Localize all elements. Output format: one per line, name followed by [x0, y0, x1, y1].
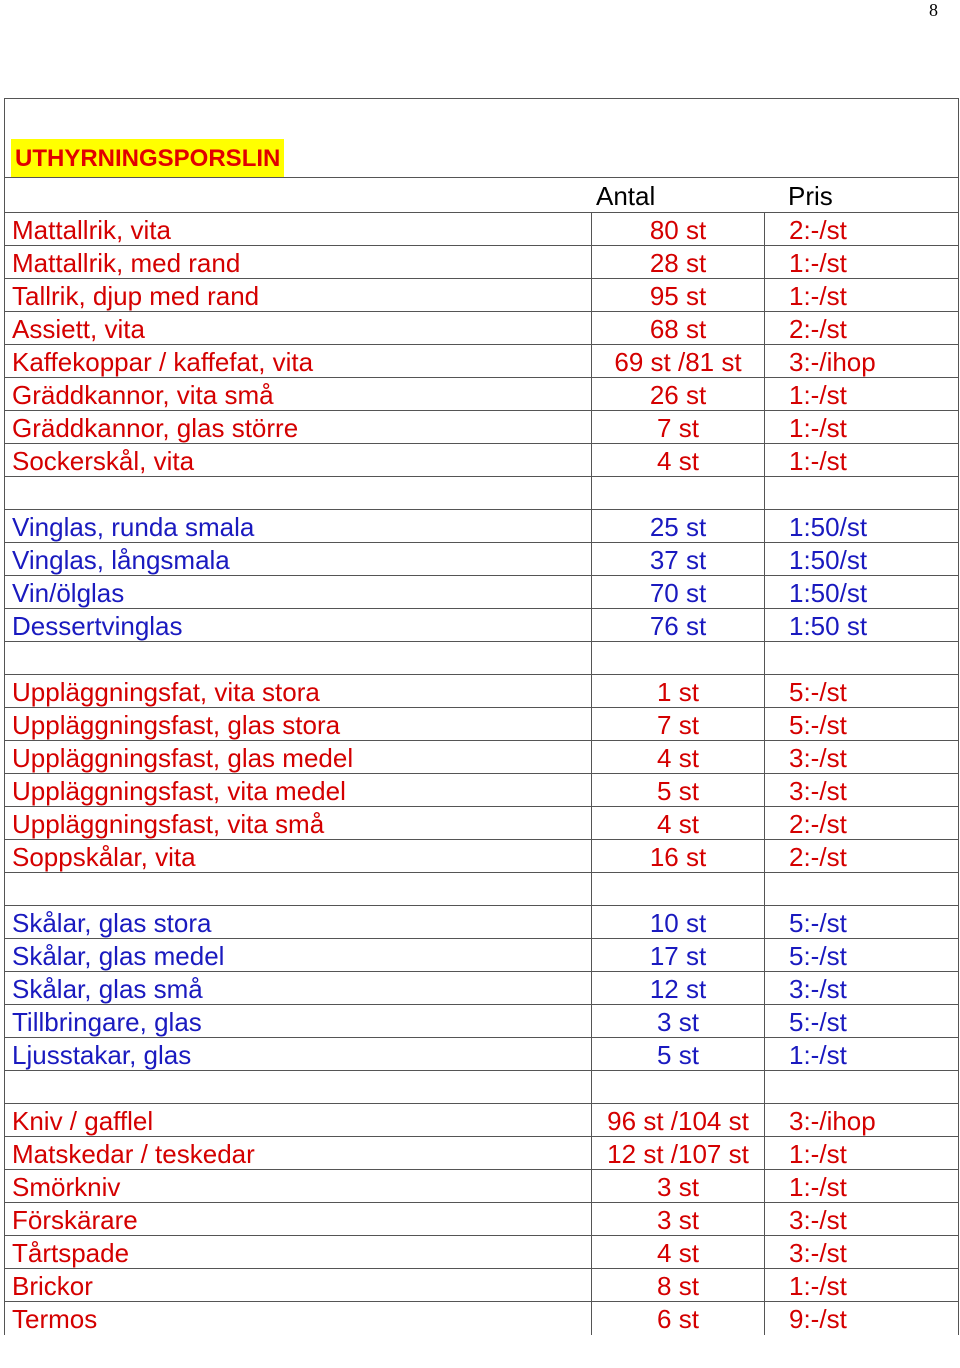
item-price: 3:-/st — [764, 1203, 958, 1235]
item-price: 1:-/st — [764, 378, 958, 410]
item-price: 2:-/st — [764, 840, 958, 872]
table-row — [5, 1038, 958, 1071]
spacer-row — [5, 1071, 958, 1104]
item-price: 5:-/st — [764, 939, 958, 971]
item-quantity: 8 st — [591, 1269, 764, 1301]
table-row — [5, 1236, 958, 1269]
item-quantity: 80 st — [591, 213, 764, 245]
item-quantity — [591, 642, 764, 674]
page-number: 8 — [929, 0, 938, 20]
item-name: Dessertvinglas — [12, 611, 183, 641]
item-name: Smörkniv — [12, 1172, 121, 1202]
item-quantity: 3 st — [591, 1170, 764, 1202]
item-price — [764, 642, 958, 674]
item-name — [5, 1071, 591, 1103]
item-price: 2:-/st — [764, 213, 958, 245]
table-row — [5, 378, 958, 411]
item-price: 1:-/st — [764, 246, 958, 278]
column-header-row — [5, 178, 958, 213]
item-name — [5, 873, 591, 905]
item-price: 5:-/st — [764, 1005, 958, 1037]
table-title: UTHYRNINGSPORSLIN — [11, 139, 284, 177]
table-row — [5, 675, 958, 708]
item-price: 1:50/st — [764, 510, 958, 542]
item-price: 2:-/st — [764, 312, 958, 344]
item-price: 1:-/st — [764, 411, 958, 443]
item-name: Termos — [12, 1304, 98, 1334]
item-name: Assiett, vita — [12, 314, 145, 344]
item-name: Ljusstakar, glas — [12, 1040, 192, 1070]
item-price: 3:-/st — [764, 972, 958, 1004]
item-name — [5, 477, 591, 509]
title-row — [5, 99, 958, 178]
item-quantity — [591, 477, 764, 509]
item-quantity: 25 st — [591, 510, 764, 542]
item-name: Sockerskål, vita — [12, 446, 195, 476]
table-row — [5, 840, 958, 873]
item-quantity: 70 st — [591, 576, 764, 608]
item-name: Uppläggningsfat, vita stora — [12, 677, 320, 707]
table-row — [5, 246, 958, 279]
table-row — [5, 345, 958, 378]
item-price: 1:50 st — [764, 609, 958, 641]
table-body — [5, 213, 958, 1335]
item-name: Uppläggningsfast, vita medel — [12, 776, 346, 806]
item-quantity: 76 st — [591, 609, 764, 641]
item-price: 5:-/st — [764, 708, 958, 740]
item-price: 3:-/ihop — [764, 345, 958, 377]
item-quantity: 4 st — [591, 444, 764, 476]
table-row — [5, 1005, 958, 1038]
item-quantity: 17 st — [591, 939, 764, 971]
item-name: Mattallrik, med rand — [12, 248, 241, 278]
item-quantity: 1 st — [591, 675, 764, 707]
item-price: 3:-/st — [764, 741, 958, 773]
item-quantity: 3 st — [591, 1005, 764, 1037]
item-quantity: 6 st — [591, 1302, 764, 1335]
item-name: Uppläggningsfast, glas stora — [12, 710, 341, 740]
item-name: Skålar, glas små — [12, 974, 203, 1004]
item-price: 1:50/st — [764, 543, 958, 575]
item-price: 5:-/st — [764, 906, 958, 938]
item-name: Kaffekoppar / kaffefat, vita — [12, 347, 314, 377]
table-row — [5, 444, 958, 477]
item-price: 2:-/st — [764, 807, 958, 839]
item-quantity: 7 st — [591, 411, 764, 443]
spacer-row — [5, 873, 958, 906]
item-quantity: 4 st — [591, 1236, 764, 1268]
item-name: Skålar, glas medel — [12, 941, 225, 971]
item-name: Skålar, glas stora — [12, 908, 212, 938]
spacer-row — [5, 642, 958, 675]
item-price: 9:-/st — [764, 1302, 958, 1335]
table-row — [5, 708, 958, 741]
item-quantity: 28 st — [591, 246, 764, 278]
item-price: 1:-/st — [764, 279, 958, 311]
table-row — [5, 1302, 958, 1335]
item-price: 5:-/st — [764, 675, 958, 707]
table-row — [5, 510, 958, 543]
table-row — [5, 609, 958, 642]
item-price: 1:-/st — [764, 1137, 958, 1169]
price-table — [4, 98, 959, 1335]
table-row — [5, 972, 958, 1005]
table-row — [5, 1137, 958, 1170]
table-row — [5, 807, 958, 840]
item-name: Uppläggningsfast, vita små — [12, 809, 325, 839]
table-row — [5, 1269, 958, 1302]
item-name: Soppskålar, vita — [12, 842, 196, 872]
item-price — [764, 477, 958, 509]
item-name: Vinglas, långsmala — [12, 545, 230, 575]
item-name: Brickor — [12, 1271, 93, 1301]
item-price: 3:-/ihop — [764, 1104, 958, 1136]
item-quantity: 4 st — [591, 741, 764, 773]
table-row — [5, 213, 958, 246]
item-price: 1:-/st — [764, 1269, 958, 1301]
item-price: 1:-/st — [764, 1170, 958, 1202]
item-name: Gräddkannor, glas större — [12, 413, 299, 443]
item-quantity — [591, 1071, 764, 1103]
table-row — [5, 1170, 958, 1203]
table-row — [5, 312, 958, 345]
item-quantity: 4 st — [591, 807, 764, 839]
item-quantity: 68 st — [591, 312, 764, 344]
header-name-cell — [5, 178, 591, 212]
item-quantity: 10 st — [591, 906, 764, 938]
item-quantity: 16 st — [591, 840, 764, 872]
item-name: Förskärare — [12, 1205, 138, 1235]
item-quantity: 5 st — [591, 1038, 764, 1070]
header-qty: Antal — [596, 181, 656, 211]
table-row — [5, 576, 958, 609]
item-quantity: 3 st — [591, 1203, 764, 1235]
item-quantity: 12 st — [591, 972, 764, 1004]
item-price: 3:-/st — [764, 1236, 958, 1268]
item-quantity: 5 st — [591, 774, 764, 806]
header-price: Pris — [788, 181, 833, 211]
item-name: Vin/ölglas — [12, 578, 125, 608]
table-row — [5, 774, 958, 807]
item-price: 1:50/st — [764, 576, 958, 608]
item-price: 1:-/st — [764, 444, 958, 476]
item-quantity: 37 st — [591, 543, 764, 575]
item-name: Vinglas, runda smala — [12, 512, 255, 542]
table-row — [5, 543, 958, 576]
item-name: Tillbringare, glas — [12, 1007, 202, 1037]
item-quantity: 95 st — [591, 279, 764, 311]
item-price: 1:-/st — [764, 1038, 958, 1070]
table-row — [5, 279, 958, 312]
item-price: 3:-/st — [764, 774, 958, 806]
item-name: Matskedar / teskedar — [12, 1139, 255, 1169]
table-row — [5, 411, 958, 444]
item-price — [764, 873, 958, 905]
item-quantity: 69 st /81 st — [591, 345, 764, 377]
table-row — [5, 741, 958, 774]
item-price — [764, 1071, 958, 1103]
item-quantity: 26 st — [591, 378, 764, 410]
item-name: Uppläggningsfast, glas medel — [12, 743, 354, 773]
item-name: Tårtspade — [12, 1238, 130, 1268]
item-name: Mattallrik, vita — [12, 215, 171, 245]
item-quantity: 96 st /104 st — [591, 1104, 764, 1136]
table-row — [5, 1203, 958, 1236]
spacer-row — [5, 477, 958, 510]
item-quantity: 12 st /107 st — [591, 1137, 764, 1169]
item-quantity — [591, 873, 764, 905]
item-name: Gräddkannor, vita små — [12, 380, 274, 410]
table-row — [5, 1104, 958, 1137]
item-name: Tallrik, djup med rand — [12, 281, 260, 311]
table-row — [5, 906, 958, 939]
item-quantity: 7 st — [591, 708, 764, 740]
table-row — [5, 939, 958, 972]
item-name: Kniv / gafflel — [12, 1106, 154, 1136]
item-name — [5, 642, 591, 674]
